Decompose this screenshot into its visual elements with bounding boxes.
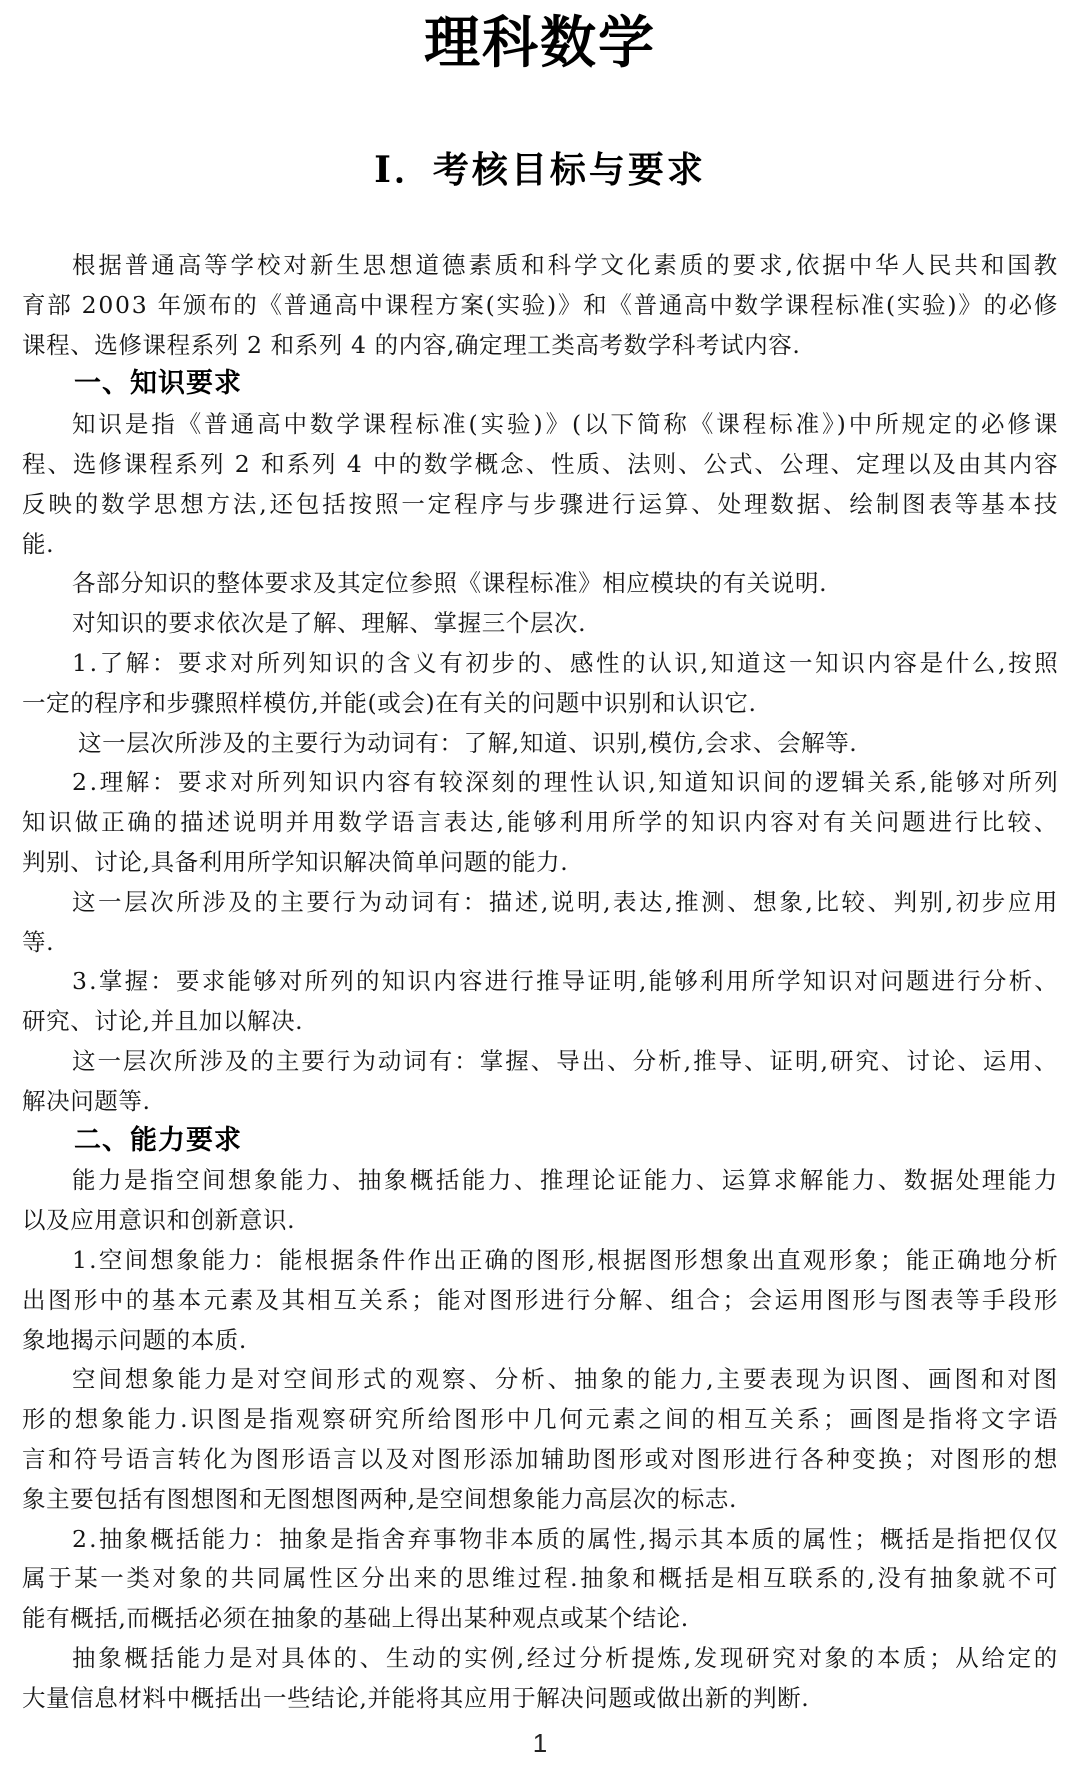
- text-line: 育部 2003 年颁布的《普通高中课程方案(实验)》和《普通高中数学课程标准(实验)》的必修: [22, 290, 1060, 319]
- section-title: Ⅰ．考核目标与要求: [374, 149, 706, 191]
- text-line: 出图形中的基本元素及其相互关系；能对图形进行分解、组合；会运用图形与图表等手段形: [22, 1285, 1060, 1314]
- text-line: 研究、讨论,并且加以解决.: [22, 1007, 304, 1036]
- text-line: 大量信息材料中概括出一些结论,并能将其应用于解决问题或做出新的判断.: [22, 1683, 810, 1712]
- text-line: 能有概括,而概括必须在抽象的基础上得出某种观点或某个结论.: [22, 1604, 689, 1633]
- text-line: 3.掌握：要求能够对所列的知识内容进行推导证明,能够利用所学知识对问题进行分析、: [72, 967, 1061, 996]
- text-line: 课程、选修课程系列 2 和系列 4 的内容,确定理工类高考数学科考试内容.: [22, 330, 801, 359]
- text-line: 空间想象能力是对空间形式的观察、分析、抽象的能力,主要表现为识图、画图和对图: [72, 1365, 1061, 1394]
- text-line: 能.: [22, 529, 55, 558]
- text-line: 抽象概括能力是对具体的、生动的实例,经过分析提炼,发现研究对象的本质；从给定的: [72, 1644, 1060, 1672]
- text-line: 根据普通高等学校对新生思想道德素质和科学文化素质的要求,依据中华人民共和国教: [72, 251, 1061, 279]
- text-line: 1.空间想象能力：能根据条件作出正确的图形,根据图形想象出直观形象；能正确地分析: [72, 1246, 1061, 1274]
- text-line: 解决问题等.: [22, 1086, 151, 1115]
- text-line: 等.: [22, 927, 55, 956]
- text-line: 2.抽象概括能力：抽象是指舍弃事物非本质的属性,揭示其本质的属性；概括是指把仅仅: [72, 1524, 1061, 1553]
- text-line: 各部分知识的整体要求及其定位参照《课程标准》相应模块的有关说明.: [72, 569, 828, 598]
- section-heading: 二、能力要求: [74, 1124, 242, 1156]
- text-line: 象主要包括有图想图和无图想图两种,是空间想象能力高层次的标志.: [22, 1484, 738, 1513]
- page-number: 1: [532, 1728, 548, 1758]
- text-line: 这一层次所涉及的主要行为动词有：描述,说明,表达,推测、想象,比较、判别,初步应用: [72, 887, 1060, 916]
- text-line: 这一层次所涉及的主要行为动词有：了解,知道、识别,模仿,会求、会解等.: [78, 728, 858, 757]
- text-line: 1.了解：要求对所列知识的含义有初步的、感性的认识,知道这一知识内容是什么,按照: [72, 649, 1061, 677]
- text-line: 知识是指《普通高中数学课程标准(实验)》(以下简称《课程标准》)中所规定的必修课: [72, 410, 1061, 439]
- text-line: 形的想象能力.识图是指观察研究所给图形中几何元素之间的相互关系；画图是指将文字语: [22, 1405, 1061, 1434]
- text-line: 言和符号语言转化为图形语言以及对图形添加辅助图形或对图形进行各种变换；对图形的想: [22, 1445, 1060, 1473]
- text-line: 能力是指空间想象能力、抽象概括能力、推理论证能力、运算求解能力、数据处理能力: [72, 1166, 1060, 1195]
- text-line: 属于某一类对象的共同属性区分出来的思维过程.抽象和概括是相互联系的,没有抽象就不可: [22, 1564, 1061, 1593]
- text-line: 反映的数学思想方法,还包括按照一定程序与步骤进行运算、处理数据、绘制图表等基本技: [22, 489, 1061, 518]
- section-heading: 一、知识要求: [74, 368, 242, 400]
- text-line: 程、选修课程系列 2 和系列 4 中的数学概念、性质、法则、公式、公理、定理以及由其内容: [22, 450, 1060, 478]
- text-line: 一定的程序和步骤照样模仿,并能(或会)在有关的问题中识别和认识它.: [22, 688, 757, 717]
- text-line: 2.理解：要求对所列知识内容有较深刻的理性认识,知道知识间的逻辑关系,能够对所列: [72, 768, 1061, 797]
- document-title: 理科数学: [424, 11, 656, 76]
- text-line: 对知识的要求依次是了解、理解、掌握三个层次.: [72, 609, 587, 638]
- text-line: 这一层次所涉及的主要行为动词有：掌握、导出、分析,推导、证明,研究、讨论、运用、: [72, 1047, 1060, 1075]
- text-line: 象地揭示问题的本质.: [22, 1325, 247, 1354]
- text-line: 以及应用意识和创新意识.: [22, 1206, 296, 1235]
- text-line: 知识做正确的描述说明并用数学语言表达,能够利用所学的知识内容对有关问题进行比较、: [22, 808, 1061, 837]
- text-line: 判别、讨论,具备利用所学知识解决简单问题的能力.: [22, 848, 569, 876]
